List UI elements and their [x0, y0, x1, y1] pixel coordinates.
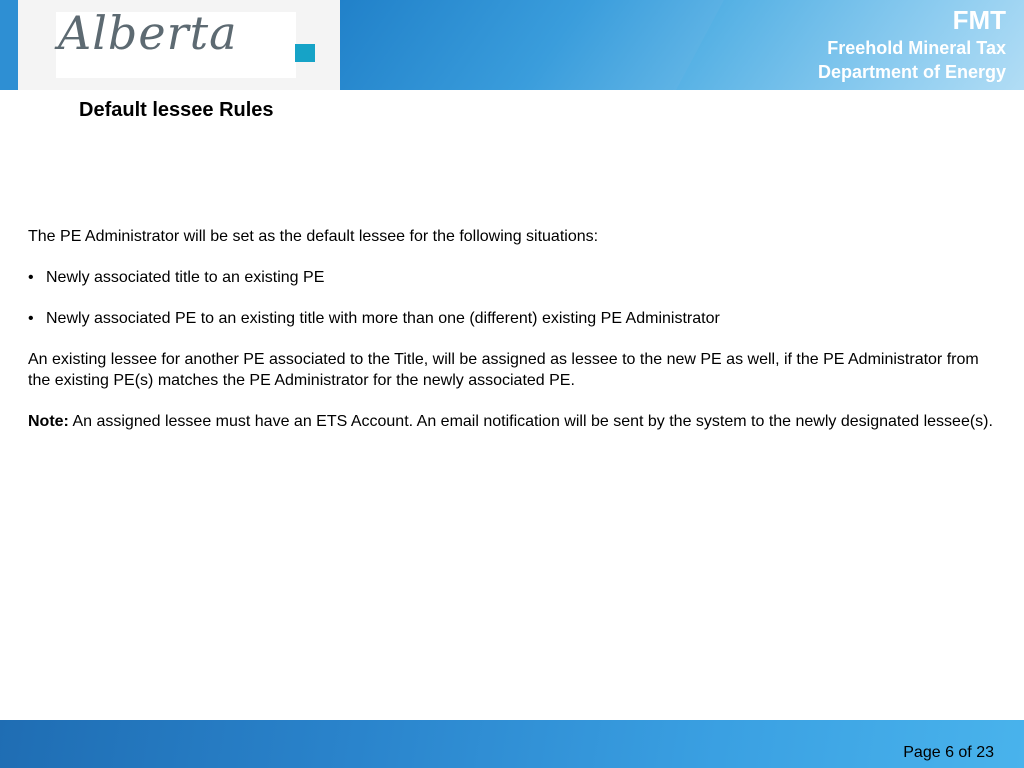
brand-line-1: Freehold Mineral Tax [827, 38, 1006, 58]
body-content [28, 227, 1003, 432]
alberta-logo: Alberta [58, 6, 238, 60]
brand-line-2: Department of Energy [817, 62, 1006, 82]
intro-text: The PE Administrator will be set as the default lessee for the following situations: [28, 228, 599, 245]
bullet-text: Newly associated PE to an existing title with more than one (different) existing PE Administrator [46, 310, 720, 327]
note-paragraph [28, 412, 1003, 433]
brand-block [818, 4, 1006, 84]
header-band [276, 0, 744, 90]
lessee-paragraph: An existing lessee for another PE associated to the Title, will be assigned as lessee to the new PE as well, if the PE Administrator from the existing PE(s) matches the PE Administrator for the newly associated PE. [28, 351, 979, 389]
page-title: Default lessee Rules [79, 99, 274, 121]
bullet-item [28, 309, 1003, 330]
bullet-symbol: • [28, 269, 34, 286]
logo-area [18, 0, 340, 90]
brand-code: FMT [952, 5, 1006, 35]
page-number: Page 6 of 23 [903, 744, 994, 761]
footer-bar [0, 720, 1024, 768]
bullet-item [28, 268, 1003, 289]
header-banner [0, 0, 1024, 90]
note-text: An assigned lessee must have an ETS Account. An email notification will be sent by the system to the newly designated lessee(s). [68, 412, 993, 430]
bullet-symbol: • [28, 310, 34, 327]
note-label: Note: [28, 412, 69, 430]
alberta-logo-mark [295, 44, 315, 62]
bullet-text: Newly associated title to an existing PE [46, 269, 325, 286]
